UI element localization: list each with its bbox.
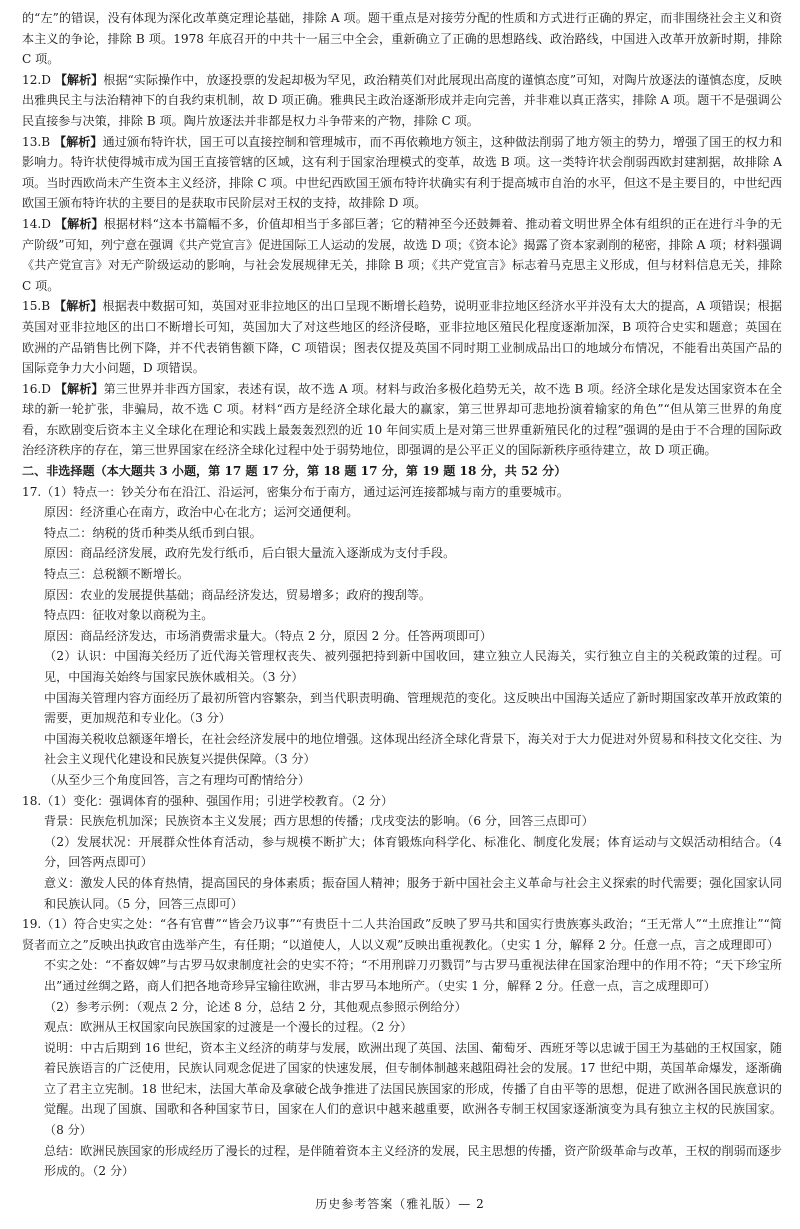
analysis-tag: 【解析】 [54, 381, 104, 396]
q19-line: 说明：中古后期到 16 世纪，资本主义经济的萌芽与发展，欧洲出现了英国、法国、葡萄牙、西班牙等以忠诚于国王为基础的王权国家，随着民族语言的广泛使用，民族认同观念促进了国家的快速发展，但专制体制越来越阻碍社会的发展。17 世纪中期，英国革命爆发，逐渐确立了君主立宪制。18 世纪末，法国大革命及拿破仑战争推进了法国民族国家的形成，传播了自由平等的思想，促进了欧洲各国民族意识的觉醒。出现了国旗、国歌和各种国家节日，国家在人们的意识中越来越重要，欧洲各专制王权国家逐渐演变为具有独立主权的民族国家。（8 分） [44, 1040, 782, 1138]
q17-line: 中国海关管理内容方面经历了最初所管内容繁杂，到当代职责明确、管理规范的变化。这反映出中国海关适应了新时期国家改革开放政策的需要，更加规范和专业化。（3 分） [44, 690, 782, 726]
analysis-tag: 【解析】 [54, 134, 103, 149]
section-heading: 二、非选择题（本大题共 3 小题，第 17 题 17 分，第 18 题 17 分，第 19 题 18 分，共 52 分） [22, 464, 567, 479]
q19-line: 总结：欧洲民族国家的形成经历了漫长的过程，是伴随着资本主义经济的发展，民主思想的传播，资产阶级革命与改革，王权的削弱而逐步形成的。（2 分） [44, 1143, 782, 1179]
mc-item-14 [22, 214, 782, 296]
item-text: 根据材料“这本书篇幅不多，价值却相当于多部巨著；它的精神至今还鼓舞着、推动着文明世界全体有组织的正在进行斗争的无产阶级”可知，列宁意在强调《共产党宣言》促进国际工人运动的发展，故选 D 项；《资本论》揭露了资本家剥削的秘密，排除 A 项；材料强调《共产党宣言》对无产阶级运动的影响，与社会发展规律无关，排除 B 项；《共产党宣言》标志着马克思主义形成，但与材料信息无关，排除 C 项。 [22, 216, 782, 293]
item-number: 14.D [22, 216, 51, 231]
question-18 [22, 791, 782, 915]
mc-item-16 [22, 379, 782, 461]
q17-line: 特点三：总税额不断增长。 [44, 567, 190, 582]
q17-line: 特点二：纳税的货币种类从纸币到白银。 [44, 525, 262, 540]
q19-line: 19.（1）符合史实之处：“各有官曹”“皆会乃议事”“有贵臣十二人共治国政”反映了罗马共和国实行贵族寡头政治；“王无常人”“土庶推让”“简贤者而立之”反映出执政官由选举产生，有任期；“以道使人，人以义观”反映出重视教化。（史实 1 分，解释 2 分。任意一点，言之成理即可） [22, 917, 782, 952]
q17-line: 原因：农业的发展提供基础；商品经济发达，贸易增多；政府的搜刮等。 [44, 587, 432, 602]
q17-line: （从至少三个角度回答，言之有理均可酌情给分） [44, 772, 311, 787]
question-17 [22, 482, 782, 791]
item-number: 15.B [22, 299, 51, 314]
item-number: 13.B [22, 134, 51, 149]
item-number: 16.D [22, 381, 51, 396]
page-footer: 历史参考答案（雅礼版）— 2 [315, 1197, 485, 1212]
mc-section [22, 70, 782, 461]
q17-line: （2）认识：中国海关经历了近代海关管理权丧失、被列强把持到新中国收回，建立独立人民海关，实行独立自主的关税政策的过程。可见，中国海关始终与国家民族休戚相关。（3 分） [44, 649, 782, 684]
q19-line: （2）参考示例：（观点 2 分，论述 8 分，总结 2 分，其他观点参照示例给分） [44, 999, 467, 1014]
intro-paragraph: 的“左”的错误，没有体现为深化改革奠定理论基础，排除 A 项。题干重点是对接劳分配的性质和方式进行正确的界定，而非围绕社会主义和资本主义的争论，排除 B 项。1978 年底召开的中共十一届三中全会，重新确立了正确的思想路线、政治路线，中国进入改革开放新时期，排除 C 项。 [22, 11, 782, 67]
item-text: 根据表中数据可知，英国对亚非拉地区的出口呈现不断增长趋势，说明亚非拉地区经济水平并没有太大的提高，A 项错误；根据英国对亚非拉地区的出口不断增长可知，英国加大了对这些地区的经济侵略，亚非拉地区殖民化程度逐渐加深，B 项符合史实和题意；英国在欧洲的产品销售比例下降，并不代表销售额下降，C 项错误；图表仅提及英国不同时期工业制成品出口的地域分布情况，不能看出英国产品的国际竞争力大小问题，D 项错误。 [22, 299, 782, 376]
q17-line: 原因：商品经济发达，市场消费需求量大。（特点 2 分，原因 2 分。任答两项即可） [44, 628, 492, 643]
q18-line: 18.（1）变化：强调体育的强种、强国作用；引进学校教育。（2 分） [22, 793, 394, 808]
q19-line: 不实之处：“不畜奴婢”与古罗马奴隶制度社会的史实不符；“不用刑辟刀刃戮罚”与古罗马重视法律在国家治理中的作用不符；“天下珍宝所出”通过丝绸之路，商人们把各地奇珍异宝输往欧洲，非古罗马本地所产。（史实 1 分，解释 2 分。任意一点，言之成理即可） [44, 958, 782, 993]
question-19 [22, 914, 782, 1182]
q17-line: 中国海关税收总额逐年增长，在社会经济发展中的地位增强。这体现出经济全球化背景下，海关对于大力促进对外贸易和科技文化交往、为社会主义现代化建设和民族复兴提供保障。（3 分） [44, 731, 782, 767]
item-number: 12.D [22, 72, 51, 87]
mc-item-13 [22, 132, 782, 214]
q18-line: 背景：民族危机加深；民族资本主义发展；西方思想的传播；戊戌变法的影响。（6 分，回答三点即可） [44, 814, 594, 829]
q18-line: （2）发展状况：开展群众性体育活动，参与规模不断扩大；体育锻炼向科学化、标准化、制度化发展；体育运动与文娱活动相结合。（4 分，回答两点即可） [44, 834, 782, 870]
q17-line: 17.（1）特点一：钞关分布在沿江、沿运河，密集分布于南方，通过运河连接都城与南方的重要城市。 [22, 484, 569, 499]
q17-line: 原因：商品经济发展，政府先发行纸币，后白银大量流入逐渐成为支付手段。 [44, 546, 456, 561]
analysis-tag: 【解析】 [54, 72, 104, 87]
q17-line: 特点四：征收对象以商税为主。 [44, 608, 214, 623]
analysis-tag: 【解析】 [54, 299, 103, 314]
analysis-tag: 【解析】 [54, 216, 104, 231]
mc-item-12 [22, 70, 782, 132]
q17-line: 原因：经济重心在南方，政治中心在北方；运河交通便利。 [44, 505, 359, 520]
item-text: 通过颁布特许状，国王可以直接控制和管理城市，而不再依赖地方领主，这种做法削弱了地方领主的势力，增强了国王的权力和影响力。特许状使得城市成为国王直接管辖的区域，这有利于国家治理模式的变革，故选 B 项。这一类特许状会削弱西欧封建割据，故排除 A 项。当时西欧尚未产生资本主义经济，排除 C 项。中世纪西欧国王颁布特许状确实有利于提高城市自治的水平，但这不是主要目的，中世纪西欧国王颁布特许状的主要目的是获取市民阶层对王权的支持，故排除 D 项。 [22, 134, 782, 211]
item-text: 第三世界并非西方国家，表述有误，故不选 A 项。材料与政治多极化趋势无关，故不选 B 项。经济全球化是发达国家资本在全球的新一轮扩张，非骗局，故不选 C 项。材料“西方是经济全球化最大的赢家，第三世界却可悲地扮演着输家的角色”“但从第三世界的角度看，东欧剧变后资本主义全球化在理论和实践上最轰轰烈烈的近 10 年间实质上是对第三世界重新殖民化的过程”强调的是由于不合理的国际政治经济秩序的存在，第三世界国家在经济全球化过程中处于弱势地位，即强调的是公平正义的国际新秩序亟待建立，故 D 项正确。 [22, 381, 782, 458]
q18-line: 意义：激发人民的体育热情，提高国民的身体素质；振奋国人精神；服务于新中国社会主义革命与社会主义探索的时代需要；强化国家认同和民族认同。（5 分，回答三点即可） [44, 875, 782, 911]
item-text: 根据“实际操作中，放逐投票的发起却极为罕见，政治精英们对此展现出高度的谨慎态度”可知，对陶片放逐法的谨慎态度，反映出雅典民主与法治精神下的自我约束机制，故 D 项正确。雅典民主政治逐渐形成并走向完善，并非难以真正落实，排除 A 项。题干不是强调公民直接参与决策，排除 B 项。陶片放逐法并非都是权力斗争带来的产物，排除 C 项。 [22, 72, 782, 128]
q19-line: 观点：欧洲从王权国家向民族国家的过渡是一个漫长的过程。（2 分） [44, 1020, 413, 1035]
mc-item-15 [22, 296, 782, 378]
